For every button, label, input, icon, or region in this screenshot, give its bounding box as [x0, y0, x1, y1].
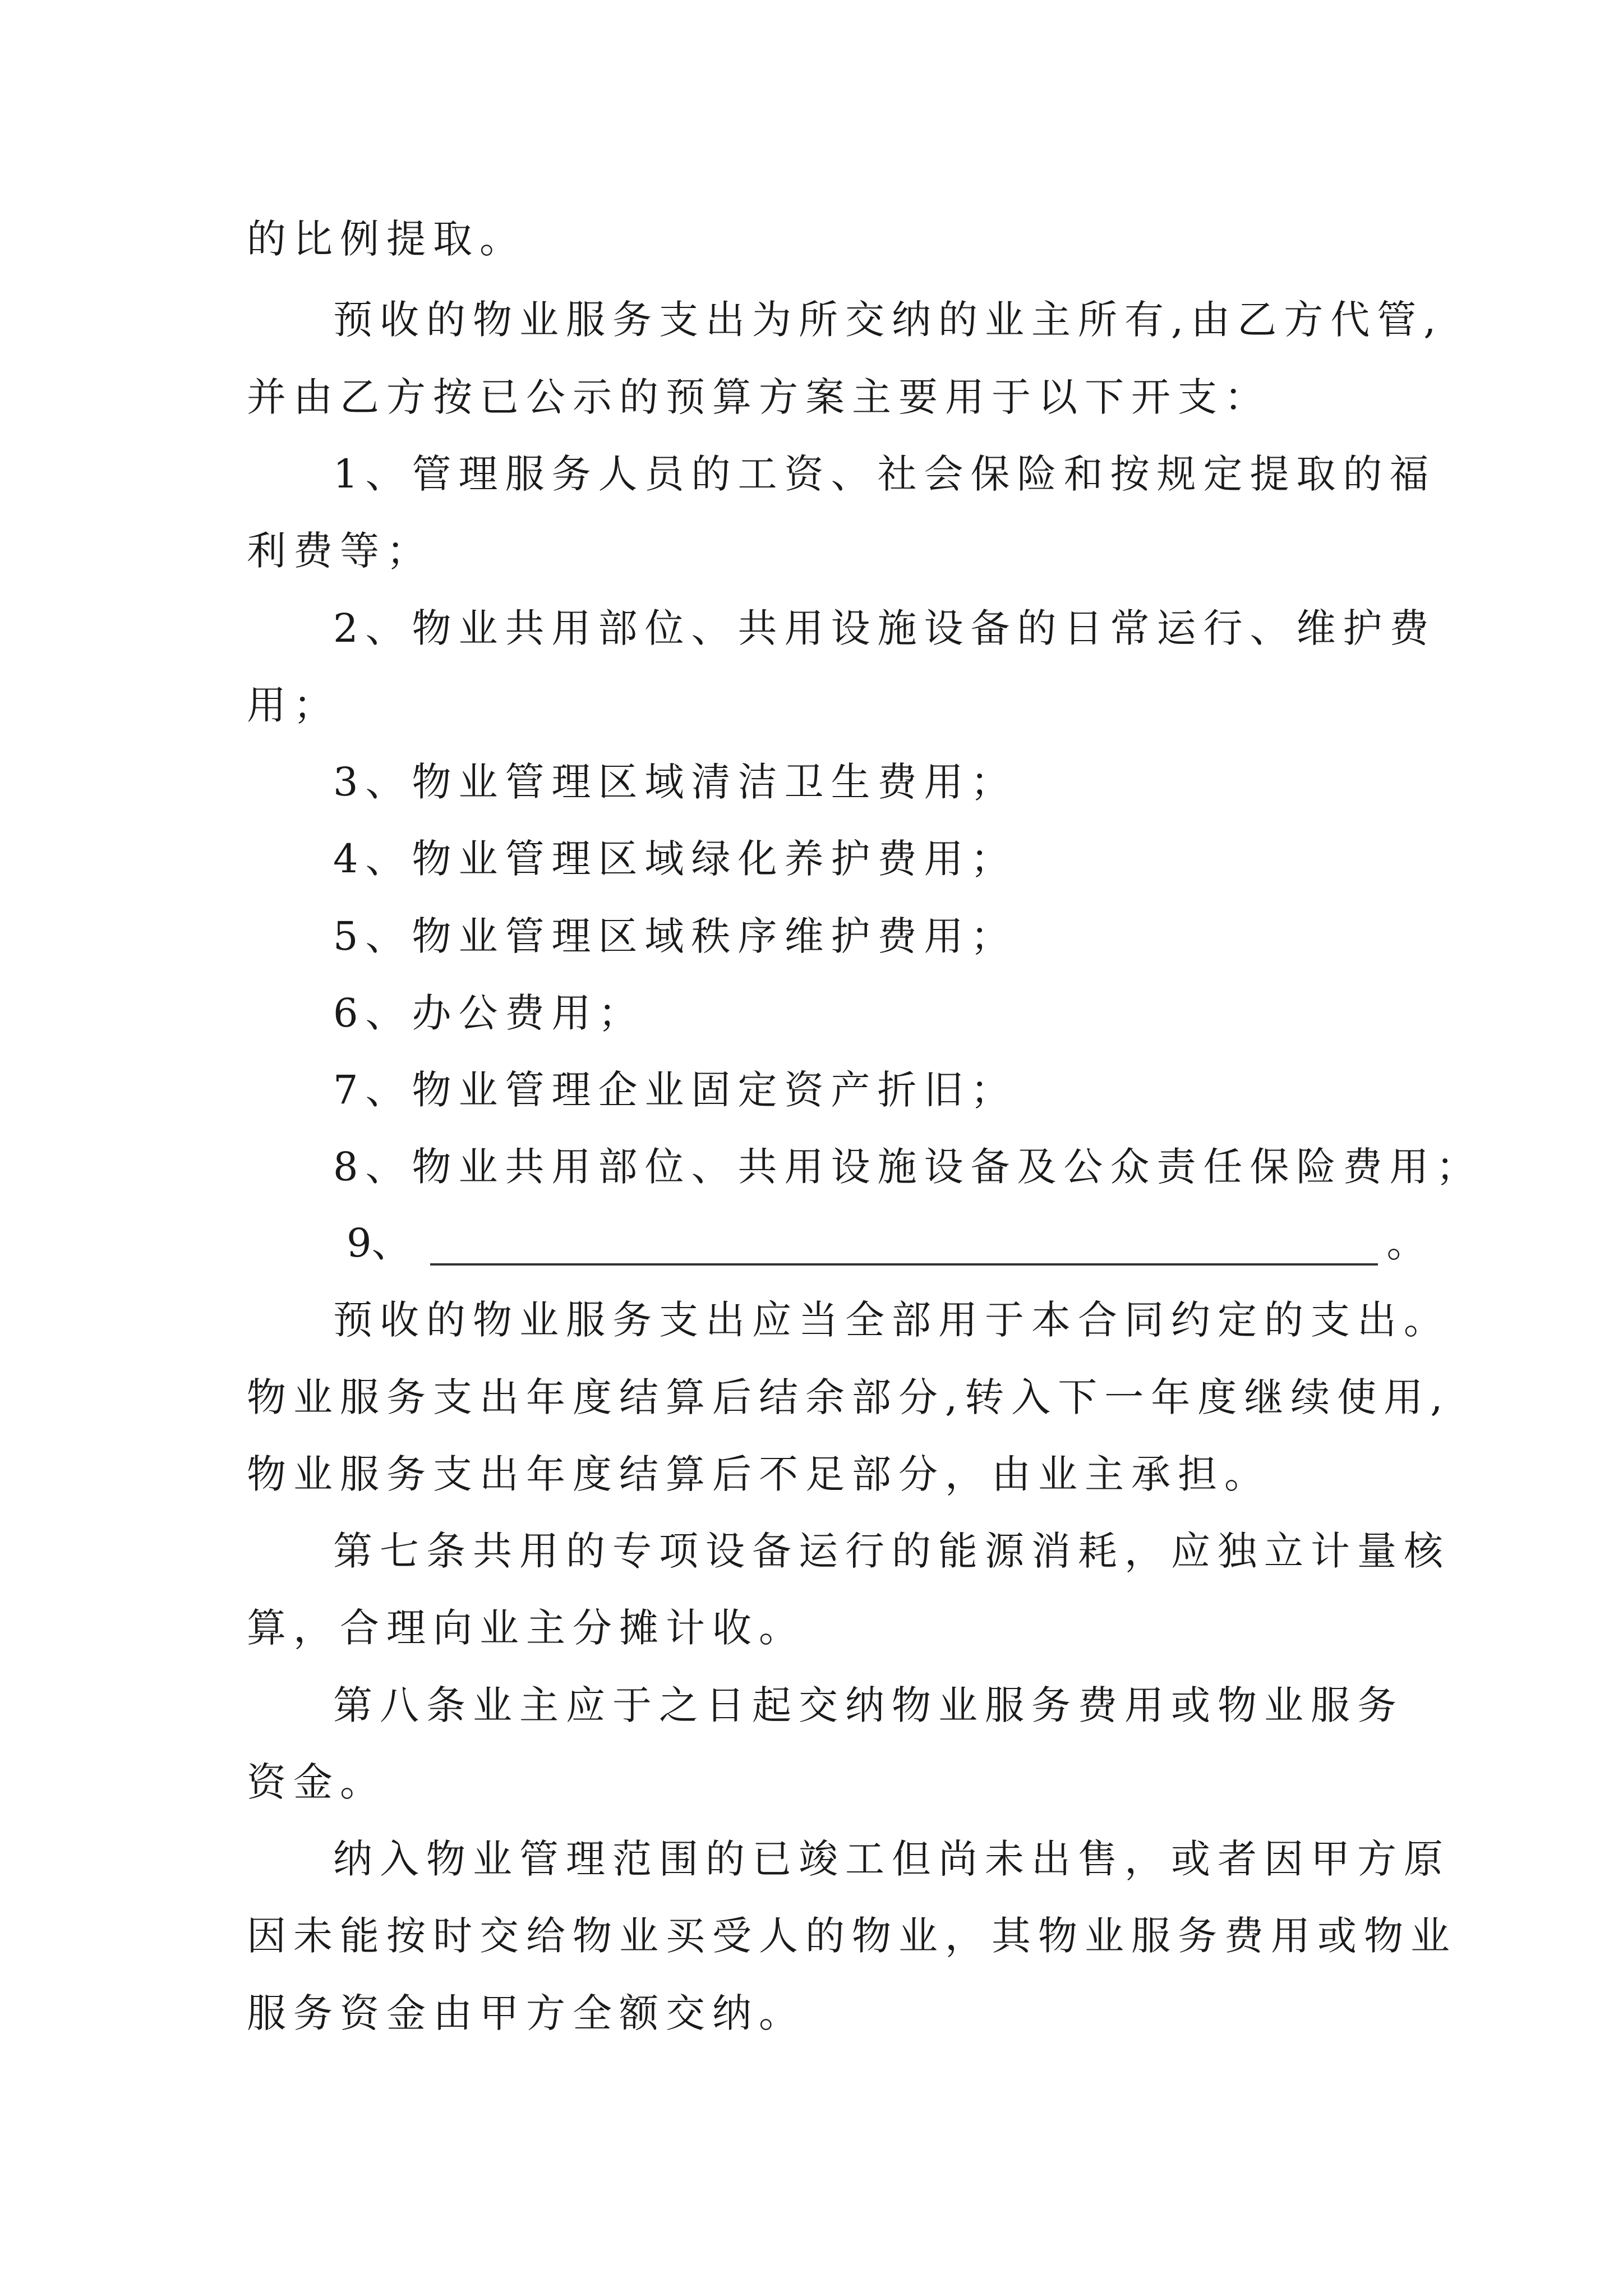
text-line-22: 纳入物业管理范围的已竣工但尚未出售，或者因甲方原 — [333, 1836, 1450, 1882]
text-line-13: 8、物业共用部位、共用设施设备及公众责任保险费用； — [333, 1144, 1483, 1190]
text-line-24: 服务资金由甲方全额交纳。 — [247, 1990, 805, 2036]
text-line-21: 资金。 — [247, 1759, 386, 1805]
text-line-9: 4、物业管理区域绿化养护费用； — [333, 836, 1017, 882]
text-line-14 — [333, 1221, 1433, 1266]
item-number-9: 9、 — [347, 1220, 411, 1266]
text-line-19: 算，合理向业主分摊计收。 — [247, 1605, 805, 1651]
text-line-15: 预收的物业服务支出应当全部用于本合同约定的支出。 — [333, 1297, 1450, 1343]
text-line-3: 并由乙方按已公示的预算方案主要用于以下开支： — [247, 374, 1271, 420]
text-line-10: 5、物业管理区域秩序维护费用； — [333, 913, 1017, 959]
text-line-6: 2、物业共用部位、共用设施设备的日常运行、维护费 — [333, 605, 1436, 651]
text-line-1: 的比例提取。 — [247, 216, 526, 262]
text-line-20: 第八条业主应于之日起交纳物业服务费用或物业服务 — [333, 1682, 1404, 1728]
text-line-11: 6、办公费用； — [333, 990, 645, 1036]
text-line-18: 第七条共用的专项设备运行的能源消耗，应独立计量核 — [333, 1528, 1450, 1574]
text-line-16: 物业服务支出年度结算后结余部分,转入下一年度继续使用, — [247, 1374, 1450, 1420]
text-line-17: 物业服务支出年度结算后不足部分，由业主承担。 — [247, 1451, 1271, 1497]
blank-end-period: 。 — [1386, 1220, 1433, 1266]
text-line-23: 因未能按时交给物业买受人的物业，其物业服务费用或物业 — [247, 1913, 1457, 1959]
text-line-12: 7、物业管理企业固定资产折旧； — [333, 1067, 1017, 1113]
text-line-4: 1、管理服务人员的工资、社会保险和按规定提取的福 — [333, 451, 1436, 497]
text-line-5: 利费等； — [247, 528, 433, 574]
text-line-7: 用； — [247, 682, 340, 728]
fill-in-blank-underline — [430, 1263, 1378, 1266]
text-line-8: 3、物业管理区域清洁卫生费用； — [333, 759, 1017, 805]
text-line-2: 预收的物业服务支出为所交纳的业主所有,由乙方代管, — [333, 297, 1444, 343]
